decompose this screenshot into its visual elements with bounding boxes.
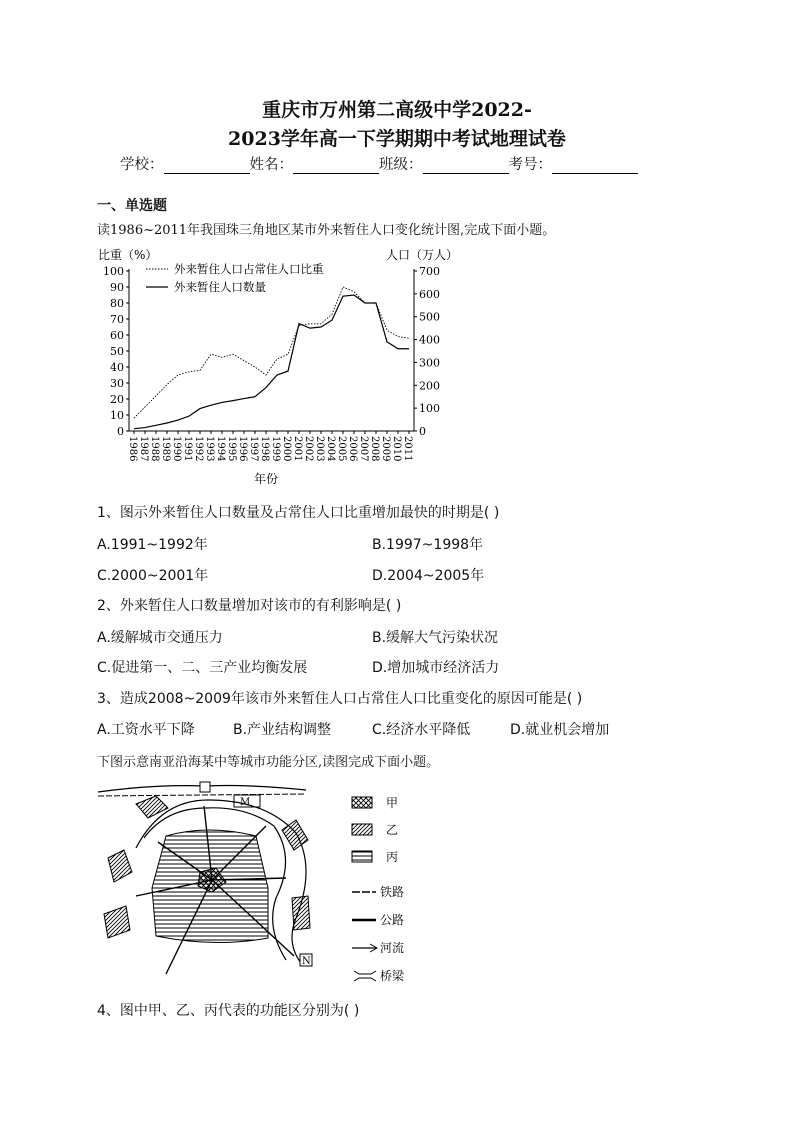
x-tick-label: 1998 <box>259 436 270 462</box>
legend-jia-label: 甲 <box>386 796 399 810</box>
series-ratio-line <box>134 287 409 418</box>
zone-yi-2 <box>108 850 132 882</box>
left-tick-label: 10 <box>110 409 124 422</box>
q1-option-c[interactable]: C.2000~2001年 <box>97 568 209 584</box>
legend-bing-label: 丙 <box>386 850 399 864</box>
question-4: 4、图中甲、乙、丙代表的功能区分别为( ) <box>97 1003 360 1019</box>
q1-option-d[interactable]: D.2004~2005年 <box>372 568 485 584</box>
left-tick-label: 100 <box>103 265 124 278</box>
legend-ratio-label: 外来暂住人口占常住人口比重 <box>174 262 324 276</box>
q3-option-b[interactable]: B.产业结构调整 <box>233 722 332 738</box>
legend-yi-label: 乙 <box>386 823 399 837</box>
x-tick-label: 2004 <box>325 436 336 462</box>
left-tick-label: 90 <box>110 281 124 294</box>
left-tick-label: 50 <box>110 345 124 358</box>
legend-jia-swatch <box>352 797 372 808</box>
population-chart <box>96 243 459 488</box>
x-tick-label: 2006 <box>347 436 358 462</box>
x-tick-label: 2005 <box>336 436 347 462</box>
left-tick-label: 30 <box>110 377 124 390</box>
x-tick-label: 2002 <box>303 436 314 462</box>
legend-bing-swatch <box>352 851 372 862</box>
x-tick-label: 1989 <box>160 436 171 462</box>
right-tick-label: 300 <box>419 356 440 370</box>
x-tick-label: 1992 <box>193 436 204 462</box>
q1-option-a[interactable]: A.1991~1992年 <box>97 537 208 553</box>
x-tick-label: 1990 <box>171 436 182 462</box>
left-axis-label: 比重（%） <box>98 248 158 262</box>
right-tick-label: 0 <box>419 425 426 438</box>
left-tick-label: 20 <box>110 393 124 406</box>
question-1: 1、图示外来暂住人口数量及占常住人口比重增加最快的时期是( ) <box>97 505 500 521</box>
x-tick-label: 1991 <box>182 436 193 462</box>
number-label: 考号： <box>508 157 552 173</box>
legend-railway-label: 铁路 <box>380 885 405 899</box>
x-tick-label: 2009 <box>380 436 391 462</box>
section-title: 一、单选题 <box>97 198 167 214</box>
q3-option-a[interactable]: A.工资水平下降 <box>97 722 195 738</box>
number-blank[interactable] <box>552 159 638 174</box>
right-tick-label: 100 <box>419 402 440 416</box>
left-tick-label: 70 <box>110 313 124 326</box>
top-railway <box>98 794 306 796</box>
school-blank[interactable] <box>164 159 250 174</box>
school-label: 学校： <box>120 157 164 173</box>
x-tick-label: 1987 <box>138 436 149 462</box>
zone-yi-4 <box>282 820 308 850</box>
page-title-line2: 2023学年高一下学期期中考试地理试卷 <box>228 128 566 150</box>
class-blank[interactable] <box>423 159 509 174</box>
q1-option-b[interactable]: B.1997~1998年 <box>372 537 484 553</box>
x-tick-label: 1993 <box>204 436 215 462</box>
right-tick-label: 500 <box>419 310 440 324</box>
x-tick-label: 2011 <box>402 436 413 462</box>
x-tick-label: 1999 <box>270 436 281 462</box>
q2-option-c[interactable]: C.促进第一、二、三产业均衡发展 <box>97 660 308 676</box>
legend-count-label: 外来暂住人口数量 <box>174 280 266 294</box>
intro-text-2: 下图示意南亚沿海某中等城市功能分区,读图完成下面小题。 <box>97 755 440 770</box>
legend-yi-swatch <box>352 824 372 835</box>
name-blank[interactable] <box>293 159 379 174</box>
x-tick-label: 1996 <box>237 436 248 462</box>
x-tick-label: 2003 <box>314 436 325 462</box>
question-2: 2、外来暂住人口数量增加对该市的有利影响是( ) <box>97 598 402 614</box>
right-tick-label: 200 <box>419 379 440 393</box>
right-axis-label: 人口（万人） <box>386 248 459 262</box>
legend-river-label: 河流 <box>380 941 405 955</box>
left-tick-label: 60 <box>110 329 124 342</box>
x-tick-label: 2000 <box>281 436 292 462</box>
label-m: M <box>240 797 251 808</box>
legend-road-label: 公路 <box>380 913 405 927</box>
right-tick-label: 600 <box>419 287 440 301</box>
x-tick-label: 2008 <box>369 436 380 462</box>
label-n: N <box>302 956 311 967</box>
right-tick-label: 700 <box>419 265 440 278</box>
page-title-line1: 重庆市万州第二高级中学2022- <box>262 99 532 121</box>
intro-text-1: 读1986~2011年我国珠三角地区某市外来暂住人口变化统计图,完成下面小题。 <box>97 223 556 238</box>
class-label: 班级： <box>379 157 423 173</box>
q2-option-b[interactable]: B.缓解大气污染状况 <box>372 630 499 646</box>
river-inner-right <box>273 826 286 960</box>
q3-option-c[interactable]: C.经济水平降低 <box>372 722 471 738</box>
q3-option-d[interactable]: D.就业机会增加 <box>510 722 610 738</box>
x-tick-label: 1994 <box>215 436 226 462</box>
legend-bridge-swatch <box>354 971 376 981</box>
x-tick-label: 2007 <box>358 436 369 462</box>
x-tick-label: 1988 <box>149 436 160 462</box>
x-tick-label: 2010 <box>391 436 402 462</box>
legend-bridge-label: 桥梁 <box>380 969 405 983</box>
name-label: 姓名： <box>249 157 293 173</box>
q2-option-d[interactable]: D.增加城市经济活力 <box>372 660 500 676</box>
left-tick-label: 80 <box>110 297 124 310</box>
left-tick-label: 0 <box>117 425 124 438</box>
zone-yi-5 <box>292 896 310 930</box>
question-3: 3、造成2008~2009年该市外来暂住人口占常住人口比重变化的原因可能是( ) <box>97 691 583 707</box>
x-tick-label: 1986 <box>127 436 138 462</box>
x-tick-label: 2001 <box>292 436 303 462</box>
station-box <box>200 782 210 792</box>
series-count-line <box>134 295 409 429</box>
left-tick-label: 40 <box>110 361 124 374</box>
x-axis-label: 年份 <box>254 472 279 486</box>
x-tick-label: 1995 <box>226 436 237 462</box>
zone-yi-3 <box>104 906 130 938</box>
x-tick-label: 1997 <box>248 436 259 462</box>
city-function-map <box>96 778 426 990</box>
q2-option-a[interactable]: A.缓解城市交通压力 <box>97 630 223 646</box>
right-tick-label: 400 <box>419 333 440 347</box>
student-info-row <box>120 153 638 174</box>
